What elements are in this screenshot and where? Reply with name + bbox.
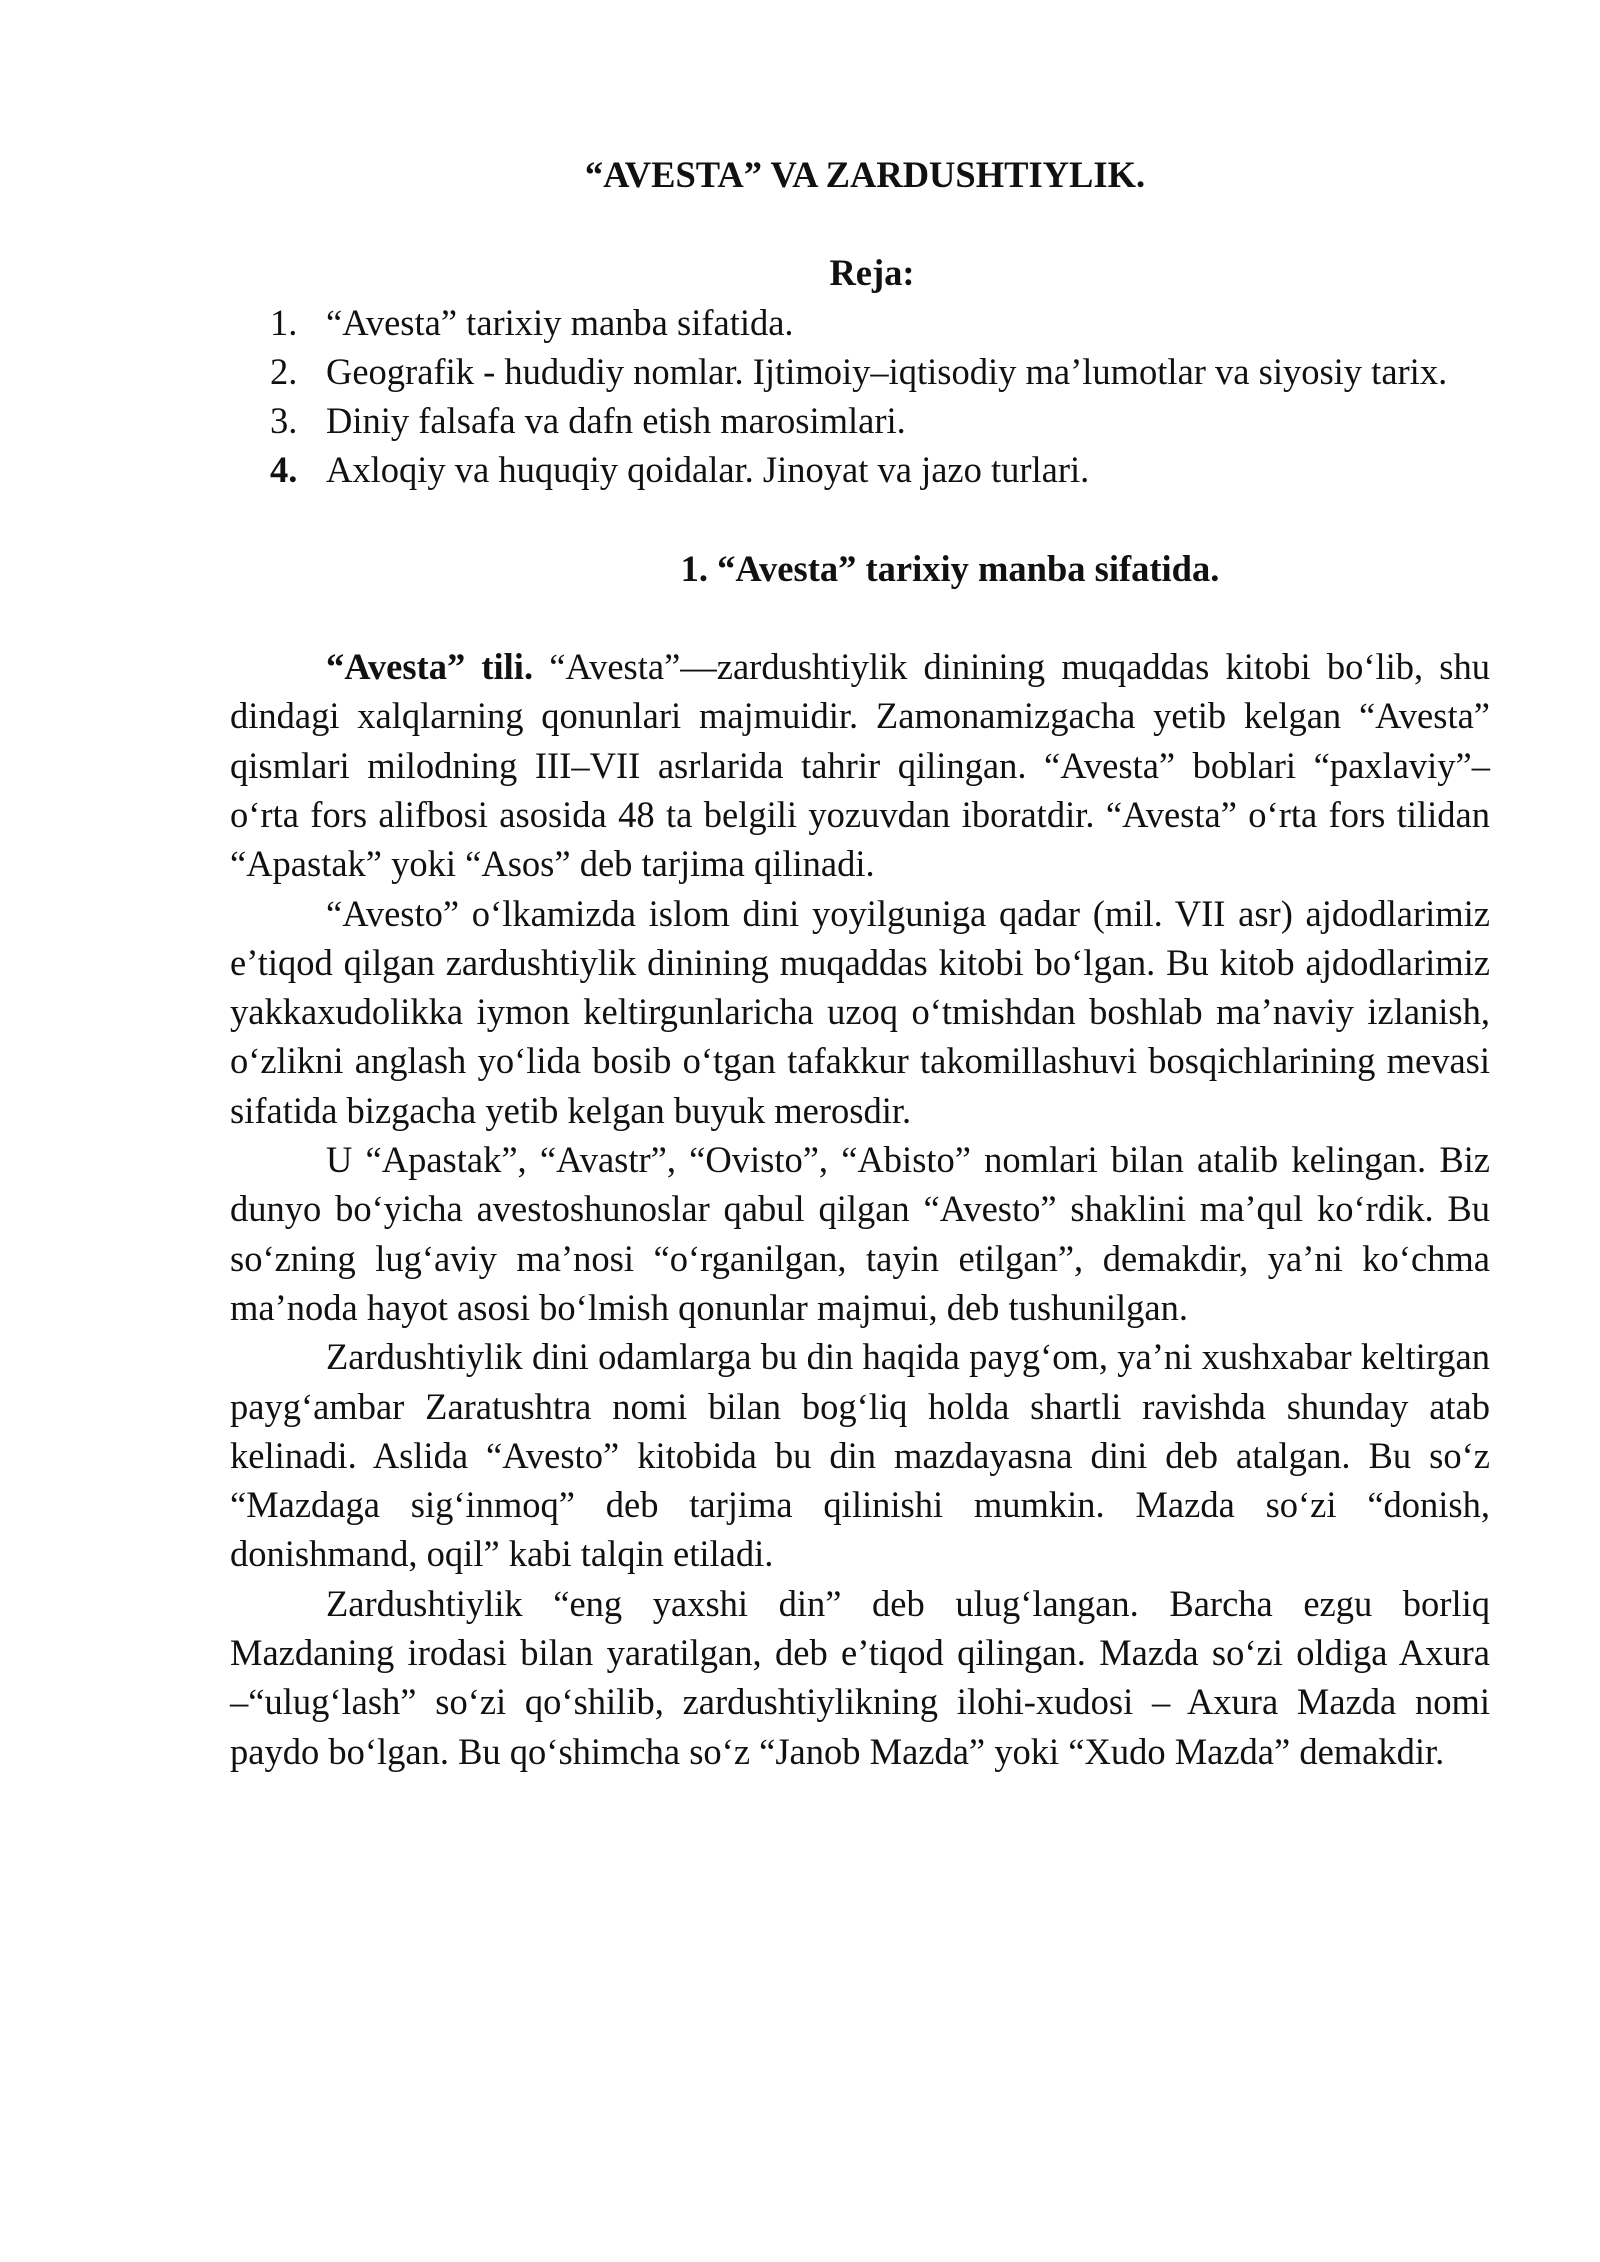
plan-item	[230, 396, 1490, 445]
section-heading: 1. “Avesta” tarixiy manba sifatida.	[680, 547, 1220, 589]
plan-item	[230, 347, 1490, 396]
plan-item-number: 2.	[270, 350, 298, 392]
plan-list	[230, 298, 1490, 495]
paragraph-text: Zardushtiylik dini odamlarga bu din haqida payg‘om, ya’ni xushxabar keltirgan payg‘ambar Zaratushtra nomi bilan bog‘liq holda shartli ravishda shunday atab kelinadi. Aslida “Avesto” kitobida bu din mazdayasna dini deb atalgan. Bu so‘z “Mazdaga sig‘inmoq” deb tarjima qilinishi mumkin. Mazda so‘zi “donish, donishmand, oqil” kabi talqin etiladi.	[230, 1336, 1490, 1575]
body-paragraph	[230, 1135, 1490, 1332]
plan-item-text: Geografik - hududiy nomlar. Ijtimoiy–iqtisodiy ma’lumotlar va siyosiy tarix.	[326, 350, 1448, 392]
paragraph-text: U “Apastak”, “Avastr”, “Ovisto”, “Abisto” nomlari bilan atalib kelingan. Biz dunyo bo‘yicha avestoshunoslar qabul qilgan “Avesto” shaklini ma’qul ko‘rdik. Bu so‘zning lug‘aviy ma’nosi “o‘rganilgan, tayin etilgan”, demakdir, ya’ni ko‘chma ma’noda hayot asosi bo‘lmish qonunlar majmui, deb tushunilgan.	[230, 1139, 1490, 1328]
plan-item-text: Axloqiy va huquqiy qoidalar. Jinoyat va jazo turlari.	[326, 449, 1090, 491]
plan-heading: Reja:	[829, 252, 915, 294]
plan-item-number: 1.	[270, 301, 298, 343]
paragraph-lead: “Avesta” tili.	[326, 646, 534, 688]
plan-item-text: Diniy falsafa va dafn etish marosimlari.	[326, 400, 906, 442]
plan-item-number: 3.	[270, 400, 298, 442]
document-page	[230, 150, 1490, 1776]
plan-item	[230, 298, 1490, 347]
paragraph-text: “Avesta”—zardushtiylik dinining muqaddas kitobi bo‘lib, shu dindagi xalqlarning qonunlari majmuidir. Zamonamizgacha yetib kelgan “Avesta” qismlari milodning III–VII asrlarida tahrir qilingan. “Avesta” boblari “paxlaviy”– o‘rta fors alifbosi asosida 48 ta belgili yozuvdan iboratdir. “Avesta” o‘rta fors tilidan “Apastak” yoki “Asos” deb tarjima qilinadi.	[230, 646, 1490, 885]
body-paragraph	[230, 642, 1490, 888]
plan-item-number: 4.	[270, 449, 298, 491]
body-paragraph	[230, 1579, 1490, 1776]
body-paragraph	[230, 1332, 1490, 1578]
plan-item	[230, 445, 1490, 494]
body-paragraph	[230, 889, 1490, 1135]
paragraph-text: “Avesto” o‘lkamizda islom dini yoyilguniga qadar (mil. VII asr) ajdodlarimiz e’tiqod qilgan zardushtiylik dinining muqaddas kitobi bo‘lgan. Bu kitob ajdodlarimiz yakkaxudolikka iymon keltirgunlaricha uzoq o‘tmishdan boshlab ma’naviy izlanish, o‘zlikni anglash yo‘lida bosib o‘tgan tafakkur takomillashuvi bosqichlarining mevasi sifatida bizgacha yetib kelgan buyuk merosdir.	[230, 892, 1490, 1131]
plan-item-text: “Avesta” tarixiy manba sifatida.	[326, 301, 794, 343]
document-title: “AVESTA” VA ZARDUSHTIYLIK.	[584, 154, 1146, 195]
paragraph-text: Zardushtiylik “eng yaxshi din” deb ulug‘langan. Barcha ezgu borliq Mazdaning irodasi bilan yaratilgan, deb e’tiqod qilingan. Mazda so‘zi oldiga Axura –“ulug‘lash” so‘zi qo‘shilib, zardushtiylikning ilohi-xudosi – Axura Mazda nomi paydo bo‘lgan. Bu qo‘shimcha so‘z “Janob Mazda” yoki “Xudo Mazda” demakdir.	[230, 1582, 1490, 1772]
